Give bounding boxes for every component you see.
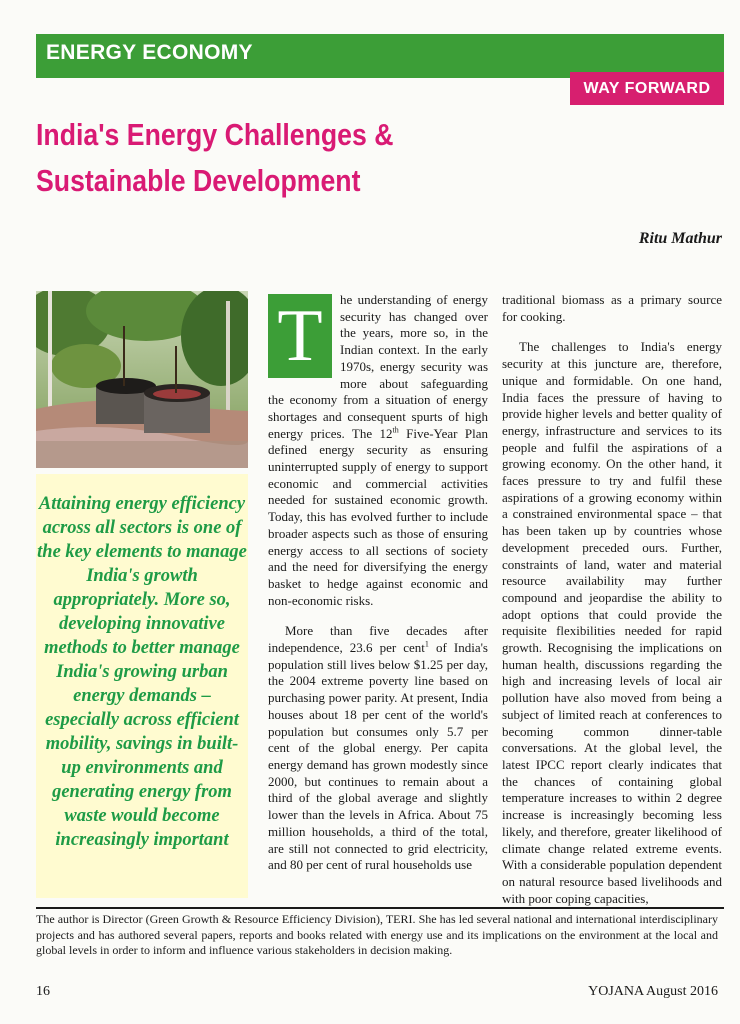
biogas-plant-photo <box>36 291 248 468</box>
pull-quote-text: Attaining energy efficiency across all sectors is one of the key elements to manage India's growth appropriately. More so, developing innovative methods to better manage India's growing urban energy demands – especially across efficient mobility, savings in built-up environments and generating energy from waste would become increasingly important <box>37 494 247 850</box>
footnote-divider <box>36 907 724 909</box>
intro-text: he understanding of energy security has changed over the years, more so, in the Indian context. In the early 1970s, energy security was more about safeguarding the economy from a situation of energy shortages and consequent spurts of high energy prices. The 12 <box>268 292 488 441</box>
journal-issue: YOJANA August 2016 <box>588 984 718 999</box>
pull-quote-box <box>36 474 248 898</box>
section-label: ENERGY ECONOMY <box>46 41 253 64</box>
intro-text-rest: Five-Year Plan defined energy security as ensuring uninterrupted supply of energy to support economic and commercial activities needed for sustained economic growth. Today, this has evolved further to include broader aspects such as those of ensuring energy access to all sections of society and the need for diversifying the energy basket to hedge against economic and non-economic risks. <box>268 425 488 608</box>
paragraph-biomass: traditional biomass as a primary source for cooking. <box>502 292 722 324</box>
superscript-th: th <box>392 425 399 435</box>
footnote-ref-1: 1 <box>424 639 429 649</box>
article-column-middle <box>268 292 488 874</box>
drop-cap: T <box>268 294 332 378</box>
author-footnote: The author is Director (Green Growth & Resource Efficiency Division), TERI. She has led several national and international interdisciplinary projects and has authored several papers, reports and books related with energy use and its implications on the environment at the local and global levels in order to inform and influence various stakeholders in decision making. <box>36 912 718 957</box>
paragraph-intro <box>268 292 488 609</box>
page-number: 16 <box>36 984 50 999</box>
author-name: Ritu Mathur <box>638 230 722 247</box>
photo-illustration <box>36 291 248 468</box>
way-forward-tag: WAY FORWARD <box>570 72 724 105</box>
poverty-text: More than five decades after independence, 23.6 per cent <box>268 623 488 656</box>
paragraph-challenges: The challenges to India's energy security at this juncture are, therefore, unique and formidable. On one hand, India faces the pressure of having to provide higher levels and better quality of energy, infrastructure and services to its people and fulfil the aspirations of a growing economy. On the other hand, it faces pressure to try and fulfil these aspirations of a growing economy within a constrained environmental space – that has been taken up by countries whose development preceded ours. Further, constraints of land, water and material resource availability may further compound and jeopardise the ability to adopt options that could provide the requisite flexibilities needed for rapid growth. Recognising the implications on human health, discussions regarding the high and increasing levels of local air pollution have also moved from being a subject of limited reach at conferences to becoming common dinner-table conversations. At the global level, the latest IPCC report clearly indicates that the chances of containing global temperature increases to within 2 degree increase is increasingly becoming less likely, and therefore, greater likelihood of climate change related extreme events. With a considerable population dependent on natural resource based livelihoods and with poor coping capacities, <box>502 339 722 906</box>
article-title: India's Energy Challenges & Sustainable Development <box>36 117 394 198</box>
article-column-right <box>502 292 722 907</box>
poverty-text-rest: of India's population still lives below $1.25 per day, the 2004 extreme poverty line based on purchasing power parity. At present, India houses about 18 per cent of the world's population but consumes only 5.7 per cent of the global energy. Per capita energy demand has grown modestly since 2000, but continues to remain about a third of the global average and slightly lower than the levels in Africa. About 75 million households, a third of the total, are still not connected to grid electricity, and 80 per cent of rural households use <box>268 640 488 873</box>
paragraph-poverty <box>268 623 488 874</box>
